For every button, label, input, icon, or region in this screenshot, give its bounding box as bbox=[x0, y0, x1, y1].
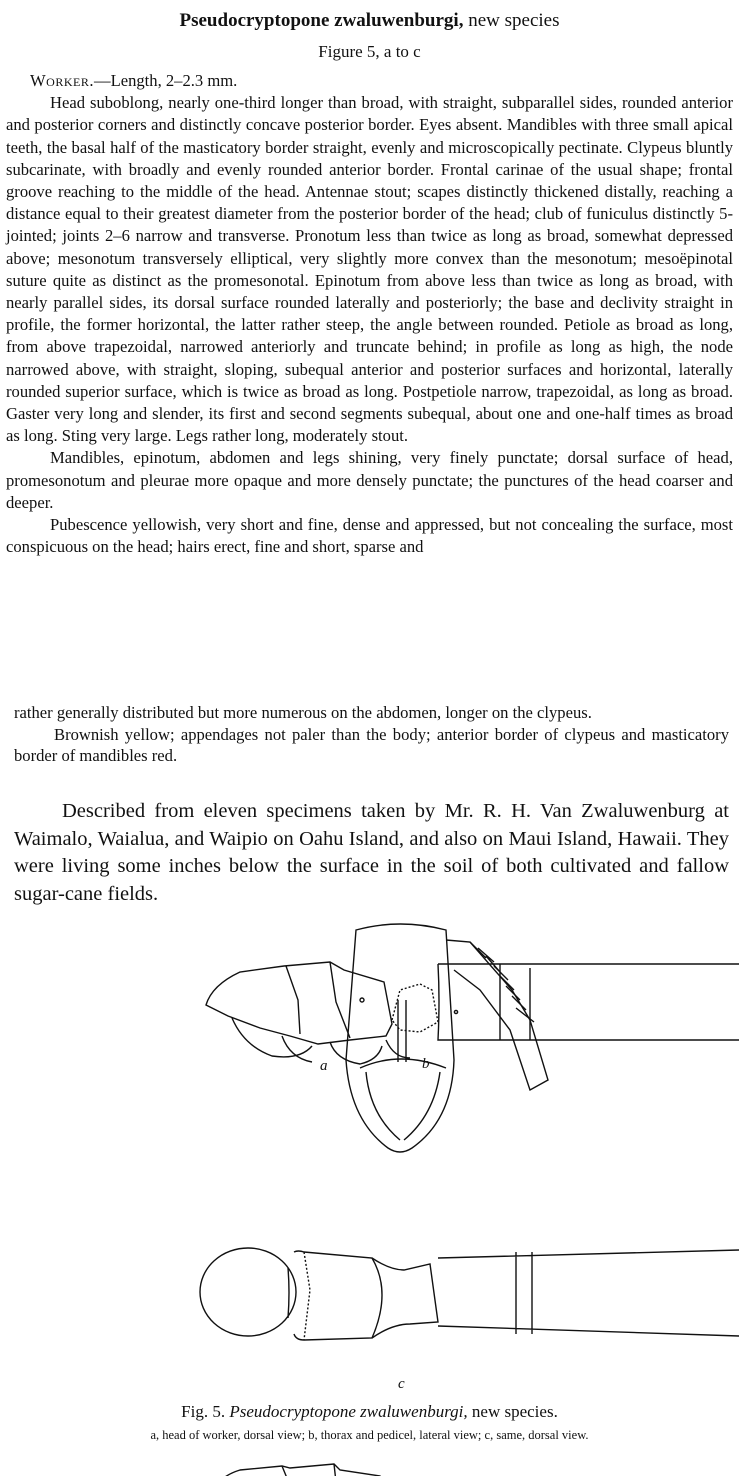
label-c: c bbox=[398, 1376, 405, 1392]
caption-species: Pseudocryptopone zwaluwenburgi, bbox=[229, 1402, 468, 1421]
figure-reference: Figure 5, a to c bbox=[318, 42, 421, 61]
paragraph-color: Brownish yellow; appendages not paler than the body; anterior border of clypeus and masticatory border of mandibles red. bbox=[14, 724, 729, 765]
thorax-dorsal-drawing bbox=[200, 1248, 739, 1340]
paragraph-pubescence: Pubescence yellowish, very short and fine, dense and appressed, but not concealing the surface, most conspicuous on the head; hairs erect, fine and short, sparse and bbox=[6, 515, 733, 557]
species-name: Pseudocryptopone zwaluwenburgi, bbox=[179, 10, 464, 31]
label-a: a bbox=[320, 1058, 328, 1074]
figure-caption bbox=[0, 1402, 739, 1422]
head-dorsal-drawing bbox=[346, 924, 548, 1152]
paragraph-pubescence-cont: rather generally distributed but more numerous on the abdomen, longer on the clypeus. bbox=[14, 703, 592, 722]
caption-suffix: new species. bbox=[471, 1402, 558, 1421]
paragraph-sculpture: Mandibles, epinotum, abdomen and legs shining, very finely punctate; dorsal surface of head, promesonotum and pleurae more opaque and more densely punctate; the punctures of the head coarser and deeper. bbox=[6, 448, 733, 512]
paragraph-material: Described from eleven specimens taken by Mr. R. H. Van Zwaluwenburg at Waimalo, Waialua, and Waipio on Oahu Island, and also on Maui Island, Hawaii. They were living some inches below the surface in the soil of both cultivated and fallow sugar-cane fields. bbox=[14, 800, 729, 905]
paragraph-morphology: Head suboblong, nearly one-third longer than broad, with straight, subparallel sides, rounded anterior and posterior corners and distinctly concave posterior border. Eyes absent. Mandibles with three small apical teeth, the basal half of the masticatory border straight, evenly and microscopically pectinate. Clypeus bluntly subcarinate, with broadly and evenly rounded anterior border. Frontal carinae of the usual shape; frontal groove reaching to the middle of the head. Antennae stout; scapes distinctly thickened distally, reaching a distance equal to their greatest diameter from the posterior border of the head; club of funiculus distinctly 5-jointed; joints 2–6 narrow and transverse. Pronotum less than twice as long as broad, somewhat depressed above; mesonotum transversely elliptical, very slightly more convex than the mesonotum; mesoëpinotal suture quite as distinct as the promesonotal. Epinotum from above less than twice as long as broad, with nearly parallel sides, its dorsal surface rounded laterally and posteriorly; the base and declivity straight in profile, the former horizontal, the latter rather steep, the angle between rounded. Petiole as broad as long, from above trapezoidal, narrowed anteriorly and truncate behind; in profile as long as high, the node narrowed above, with straight, sloping, subequal anterior and posterior surfaces and horizontal, laterally rounded superior surface, which is twice as broad as long. Postpetiole narrow, trapezoidal, as long as broad. Gaster very long and slender, its first and second segments subequal, about one and one-half times as broad as long. Sting very large. Legs rather long, moderately stout. bbox=[6, 93, 733, 446]
worker-heading: Worker. bbox=[30, 71, 94, 90]
species-status: new species bbox=[468, 10, 560, 31]
caption-prefix: Fig. 5. bbox=[181, 1402, 226, 1421]
lateral-view-shape bbox=[206, 962, 739, 1064]
worker-length: —Length, 2–2.3 mm. bbox=[93, 71, 238, 90]
thorax-lateral-drawing bbox=[204, 1464, 410, 1476]
figure-subcaption: a, head of worker, dorsal view; b, thorax and pedicel, lateral view; c, same, dorsal view. bbox=[150, 1428, 589, 1442]
label-b: b bbox=[422, 1056, 430, 1072]
